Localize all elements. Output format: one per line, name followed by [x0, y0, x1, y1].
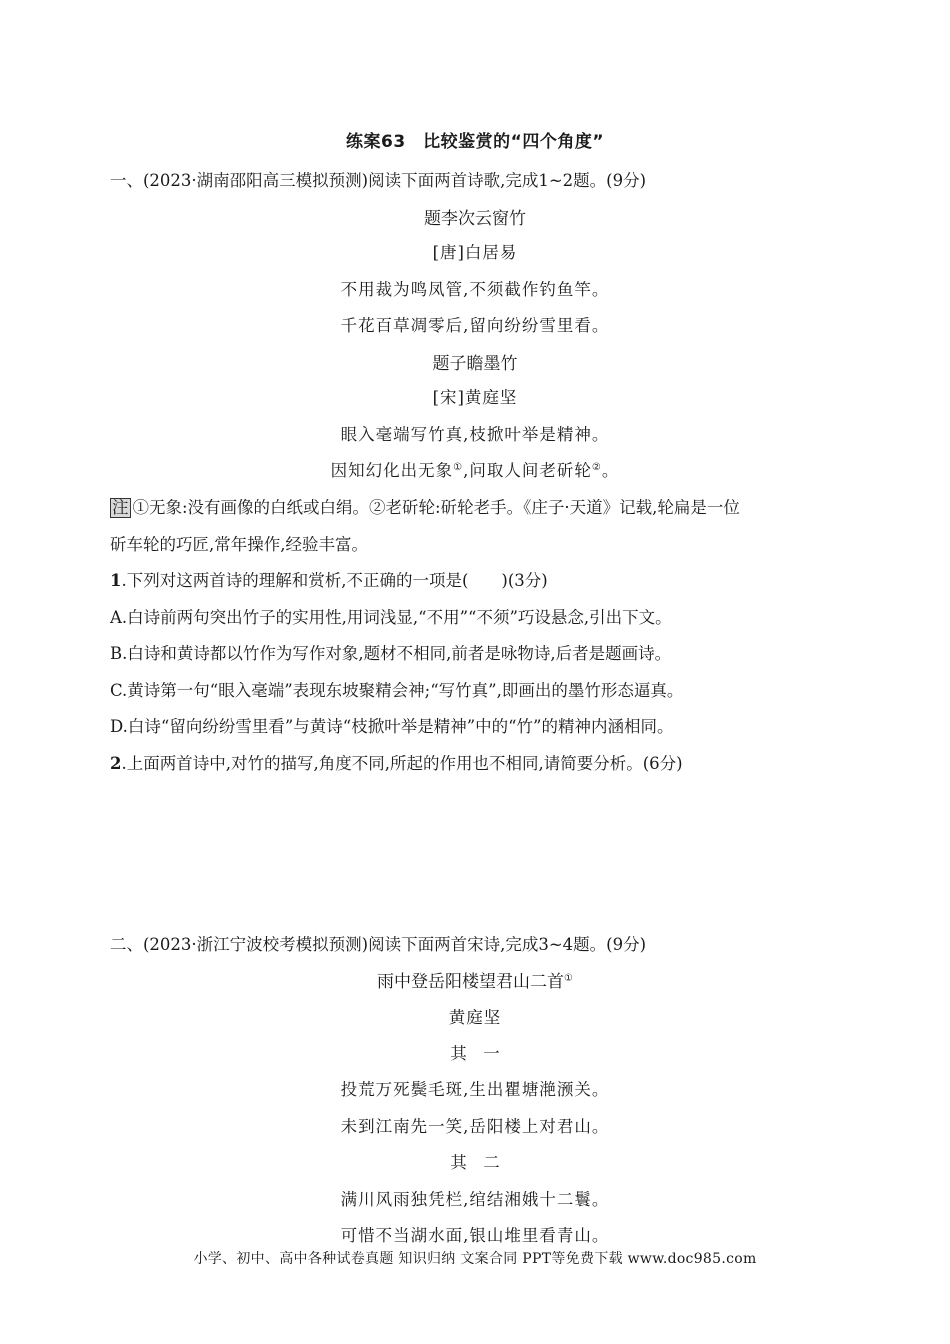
- poem2-line-2-a: 因知幻化出无象: [330, 461, 454, 480]
- option-b: B.白诗和黄诗都以竹作为写作对象,题材不相同,前者是咏物诗,后者是题画诗。: [110, 644, 672, 663]
- poem1-line-2: 千花百草凋零后,留向纷纷雪里看。: [340, 316, 610, 335]
- part1-label: 其 一: [450, 1044, 500, 1063]
- question-1: [110, 567, 548, 591]
- poem2-line-2-b: ,问取人间老斫轮: [463, 461, 592, 480]
- option-d: D.白诗“留向纷纷雪里看”与黄诗“枝掀叶举是精神”中的“竹”的精神内涵相同。: [110, 717, 674, 736]
- footer-watermark: 小学、初中、高中各种试卷真题 知识归纳 文案合同 PPT等免费下载 www.doc985.com: [193, 1251, 757, 1267]
- part2-line-1: 满川风雨独凭栏,绾结湘娥十二鬟。: [340, 1190, 610, 1209]
- section2-author: 黄庭坚: [448, 1008, 502, 1027]
- note-line-2: 斫车轮的巧匠,常年操作,经验丰富。: [110, 535, 368, 554]
- poem2-title: 题子瞻墨竹: [432, 354, 518, 374]
- part1-line-2: 未到江南先一笑,岳阳楼上对君山。: [340, 1117, 610, 1136]
- option-a: A.白诗前两句突出竹子的实用性,用词浅显,“不用”“不须”巧设悬念,引出下文。: [110, 608, 672, 627]
- poem1-line-1: 不用裁为鸣凤管,不须截作钓鱼竿。: [340, 280, 610, 299]
- question-2-text: .上面两首诗中,对竹的描写,角度不同,所起的作用也不相同,请简要分析。(6分): [121, 754, 683, 773]
- note-tag: 注: [112, 498, 129, 517]
- poem1-author: [唐]白居易: [432, 243, 518, 262]
- question-2: [110, 750, 683, 774]
- part2-label: 其 二: [450, 1153, 500, 1172]
- section2-poem-title: [0, 967, 950, 992]
- note-line-1: [110, 494, 740, 518]
- page-title: 练案63 比较鉴赏的“四个角度”: [345, 132, 604, 152]
- footnote-marker-1: ①: [453, 462, 464, 473]
- poem2-author: [宋]黄庭坚: [432, 388, 518, 407]
- option-c: C.黄诗第一句“眼入毫端”表现东坡聚精会神;“写竹真”,即画出的墨竹形态逼真。: [110, 681, 684, 700]
- part2-line-2: 可惜不当湖水面,银山堆里看青山。: [340, 1226, 610, 1245]
- section2-heading: 二、(2023·浙江宁波校考模拟预测)阅读下面两首宋诗,完成3~4题。(9分): [110, 935, 647, 954]
- note-text-1: ①无象:没有画像的白纸或白绢。②老斫轮:斫轮老手。《庄子·天道》记载,轮扁是一位: [132, 498, 740, 517]
- question-1-number: 1: [110, 571, 122, 590]
- poem2-line-2-c: 。: [601, 461, 620, 480]
- poem2-line-1: 眼入毫端写竹真,枝掀叶举是精神。: [340, 425, 610, 444]
- section1-heading: 一、(2023·湖南邵阳高三模拟预测)阅读下面两首诗歌,完成1~2题。(9分): [110, 171, 647, 190]
- poem2-line-2: [0, 457, 950, 481]
- section2-poem-title-text: 雨中登岳阳楼望君山二首: [377, 972, 565, 992]
- footnote-marker-2: ②: [591, 462, 602, 473]
- footnote-marker-3: ①: [564, 973, 573, 984]
- question-1-text: .下列对这两首诗的理解和赏析,不正确的一项是( )(3分): [121, 571, 548, 590]
- part1-line-1: 投荒万死鬓毛斑,生出瞿塘滟滪关。: [340, 1080, 610, 1099]
- poem1-title: 题李次云窗竹: [424, 209, 526, 229]
- question-2-number: 2: [110, 754, 122, 773]
